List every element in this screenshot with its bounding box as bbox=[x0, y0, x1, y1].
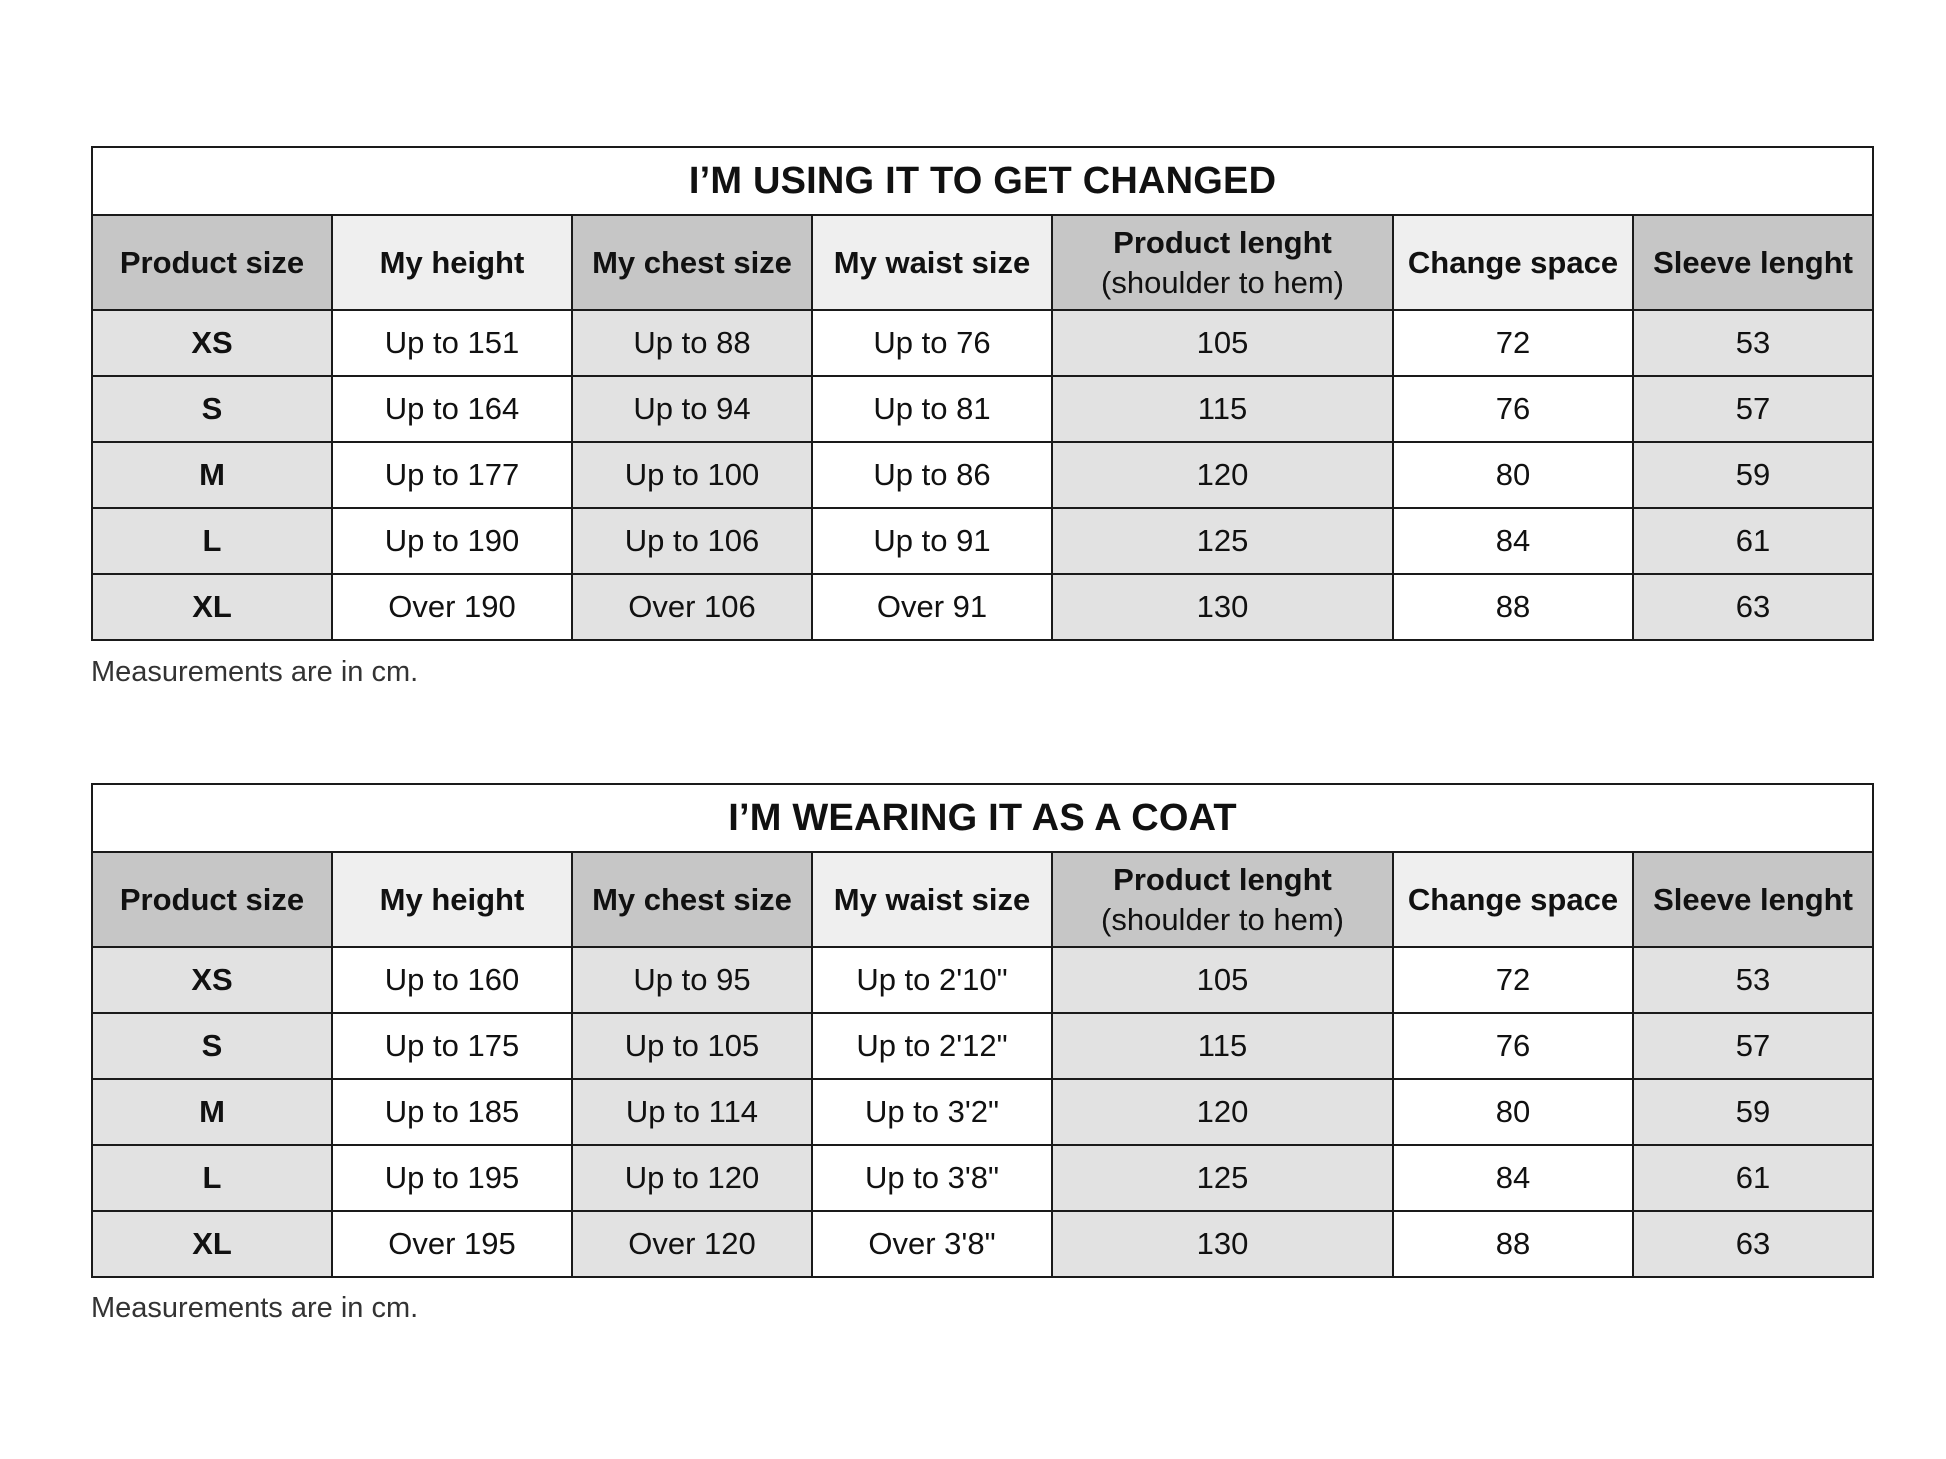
cell-change-space: 76 bbox=[1393, 1013, 1633, 1079]
cell-change-space: 80 bbox=[1393, 1079, 1633, 1145]
cell-my-height: Up to 195 bbox=[332, 1145, 572, 1211]
cell-sleeve-length: 63 bbox=[1633, 574, 1873, 640]
cell-my-waist-size: Up to 3'2" bbox=[812, 1079, 1052, 1145]
table-row bbox=[92, 508, 1873, 574]
cell-my-chest-size: Up to 88 bbox=[572, 310, 812, 376]
cell-my-waist-size: Up to 2'10" bbox=[812, 947, 1052, 1013]
cell-my-waist-size: Up to 2'12" bbox=[812, 1013, 1052, 1079]
cell-sleeve-length: 57 bbox=[1633, 1013, 1873, 1079]
cell-sleeve-length: 61 bbox=[1633, 1145, 1873, 1211]
cell-change-space: 76 bbox=[1393, 376, 1633, 442]
table-title: I’M USING IT TO GET CHANGED bbox=[92, 147, 1873, 215]
cell-sleeve-length: 61 bbox=[1633, 508, 1873, 574]
cell-my-waist-size: Up to 3'8" bbox=[812, 1145, 1052, 1211]
cell-my-height: Up to 177 bbox=[332, 442, 572, 508]
cell-sleeve-length: 53 bbox=[1633, 947, 1873, 1013]
table-row bbox=[92, 574, 1873, 640]
cell-product-size: XS bbox=[92, 310, 332, 376]
table-row bbox=[92, 1211, 1873, 1277]
cell-change-space: 72 bbox=[1393, 947, 1633, 1013]
cell-change-space: 88 bbox=[1393, 574, 1633, 640]
header-sleeve-length: Sleeve lenght bbox=[1633, 215, 1873, 310]
header-sleeve-length: Sleeve lenght bbox=[1633, 852, 1873, 947]
cell-sleeve-length: 59 bbox=[1633, 442, 1873, 508]
cell-product-length: 125 bbox=[1052, 1145, 1393, 1211]
header-my-chest-size: My chest size bbox=[572, 215, 812, 310]
cell-my-height: Over 190 bbox=[332, 574, 572, 640]
cell-my-chest-size: Up to 95 bbox=[572, 947, 812, 1013]
cell-my-chest-size: Over 106 bbox=[572, 574, 812, 640]
header-my-waist-size: My waist size bbox=[812, 215, 1052, 310]
table-row bbox=[92, 376, 1873, 442]
header-change-space: Change space bbox=[1393, 852, 1633, 947]
cell-product-length: 130 bbox=[1052, 574, 1393, 640]
table-title: I’M WEARING IT AS A COAT bbox=[92, 784, 1873, 852]
cell-product-size: S bbox=[92, 376, 332, 442]
cell-product-size: L bbox=[92, 1145, 332, 1211]
size-table-coat bbox=[91, 783, 1874, 1278]
cell-my-height: Up to 175 bbox=[332, 1013, 572, 1079]
cell-product-size: XS bbox=[92, 947, 332, 1013]
size-table-changing bbox=[91, 146, 1874, 641]
header-change-space: Change space bbox=[1393, 215, 1633, 310]
cell-product-length: 125 bbox=[1052, 508, 1393, 574]
cell-product-size: L bbox=[92, 508, 332, 574]
cell-my-waist-size: Over 91 bbox=[812, 574, 1052, 640]
cell-product-size: M bbox=[92, 1079, 332, 1145]
cell-product-size: S bbox=[92, 1013, 332, 1079]
cell-my-chest-size: Over 120 bbox=[572, 1211, 812, 1277]
cell-change-space: 88 bbox=[1393, 1211, 1633, 1277]
cell-product-size: XL bbox=[92, 574, 332, 640]
cell-my-chest-size: Up to 120 bbox=[572, 1145, 812, 1211]
cell-product-length: 130 bbox=[1052, 1211, 1393, 1277]
cell-product-size: M bbox=[92, 442, 332, 508]
table-row bbox=[92, 947, 1873, 1013]
cell-my-waist-size: Up to 76 bbox=[812, 310, 1052, 376]
measurement-note: Measurements are in cm. bbox=[91, 656, 419, 688]
header-product-length-sub: (shoulder to hem) bbox=[1101, 901, 1344, 937]
cell-my-height: Up to 190 bbox=[332, 508, 572, 574]
cell-sleeve-length: 63 bbox=[1633, 1211, 1873, 1277]
cell-change-space: 80 bbox=[1393, 442, 1633, 508]
cell-my-height: Up to 164 bbox=[332, 376, 572, 442]
cell-sleeve-length: 59 bbox=[1633, 1079, 1873, 1145]
cell-change-space: 84 bbox=[1393, 508, 1633, 574]
header-my-chest-size: My chest size bbox=[572, 852, 812, 947]
cell-my-waist-size: Up to 91 bbox=[812, 508, 1052, 574]
cell-product-length: 105 bbox=[1052, 310, 1393, 376]
cell-product-length: 120 bbox=[1052, 1079, 1393, 1145]
cell-my-chest-size: Up to 106 bbox=[572, 508, 812, 574]
cell-sleeve-length: 57 bbox=[1633, 376, 1873, 442]
cell-product-size: XL bbox=[92, 1211, 332, 1277]
cell-my-height: Up to 160 bbox=[332, 947, 572, 1013]
header-product-length bbox=[1052, 852, 1393, 947]
table-title-row bbox=[92, 784, 1873, 852]
cell-product-length: 105 bbox=[1052, 947, 1393, 1013]
cell-my-chest-size: Up to 94 bbox=[572, 376, 812, 442]
cell-my-chest-size: Up to 105 bbox=[572, 1013, 812, 1079]
header-product-length-label: Product lenght bbox=[1113, 224, 1332, 260]
cell-product-length: 115 bbox=[1052, 376, 1393, 442]
cell-sleeve-length: 53 bbox=[1633, 310, 1873, 376]
header-my-height: My height bbox=[332, 852, 572, 947]
table-row bbox=[92, 1079, 1873, 1145]
cell-product-length: 120 bbox=[1052, 442, 1393, 508]
cell-my-height: Up to 151 bbox=[332, 310, 572, 376]
table-row bbox=[92, 1013, 1873, 1079]
cell-my-chest-size: Up to 100 bbox=[572, 442, 812, 508]
table-header-row bbox=[92, 852, 1873, 947]
cell-my-waist-size: Over 3'8" bbox=[812, 1211, 1052, 1277]
measurement-note: Measurements are in cm. bbox=[91, 1292, 419, 1324]
table-row bbox=[92, 442, 1873, 508]
table-title-row bbox=[92, 147, 1873, 215]
header-my-height: My height bbox=[332, 215, 572, 310]
header-product-length-sub: (shoulder to hem) bbox=[1101, 264, 1344, 300]
header-my-waist-size: My waist size bbox=[812, 852, 1052, 947]
table-header-row bbox=[92, 215, 1873, 310]
table-row bbox=[92, 1145, 1873, 1211]
cell-my-chest-size: Up to 114 bbox=[572, 1079, 812, 1145]
cell-my-waist-size: Up to 81 bbox=[812, 376, 1052, 442]
header-product-length bbox=[1052, 215, 1393, 310]
cell-change-space: 84 bbox=[1393, 1145, 1633, 1211]
cell-my-height: Over 195 bbox=[332, 1211, 572, 1277]
header-product-size: Product size bbox=[92, 852, 332, 947]
cell-product-length: 115 bbox=[1052, 1013, 1393, 1079]
cell-change-space: 72 bbox=[1393, 310, 1633, 376]
header-product-size: Product size bbox=[92, 215, 332, 310]
cell-my-height: Up to 185 bbox=[332, 1079, 572, 1145]
table-row bbox=[92, 310, 1873, 376]
cell-my-waist-size: Up to 86 bbox=[812, 442, 1052, 508]
header-product-length-label: Product lenght bbox=[1113, 861, 1332, 897]
